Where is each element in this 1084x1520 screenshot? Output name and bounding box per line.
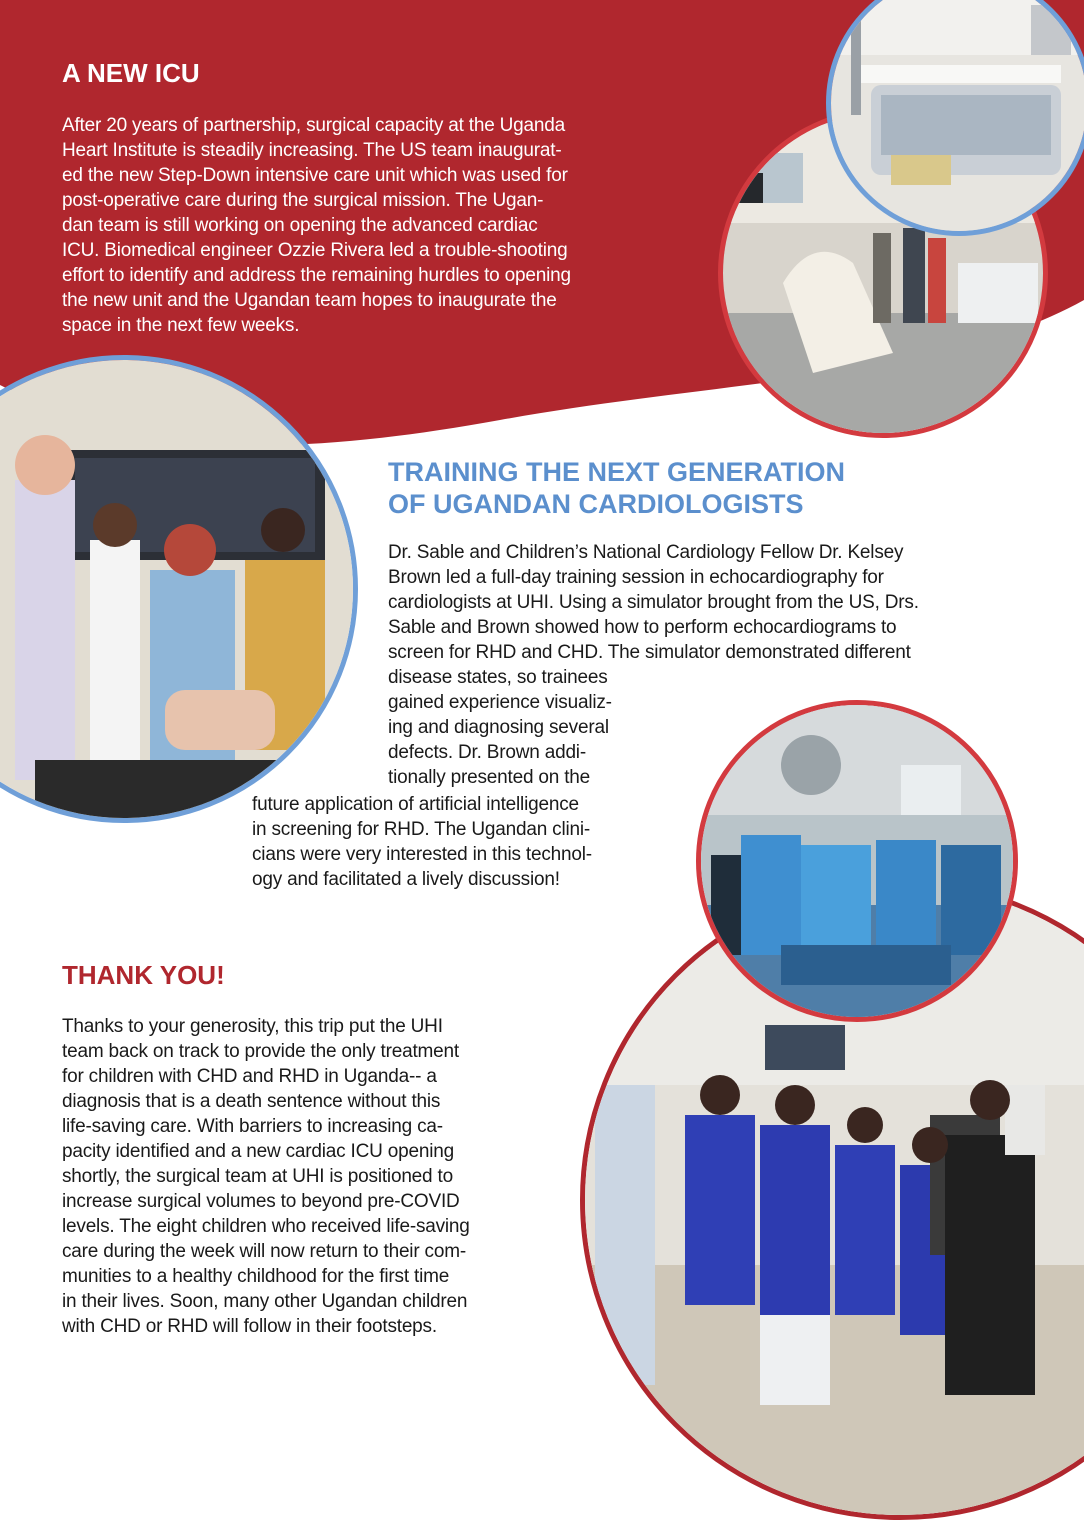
text-line: future application of artificial intelligence [252, 794, 579, 815]
text-line: gained experience visualiz- [388, 692, 612, 713]
text-line: in screening for RHD. The Ugandan clini- [252, 819, 591, 840]
text-line: Dr. Sable and Children’s National Cardiology Fellow Dr. Kelsey [388, 542, 904, 563]
heading-training [388, 456, 845, 520]
text-line: ing and diagnosing several [388, 717, 609, 738]
text-line: Thanks to your generosity, this trip put the UHI [62, 1016, 443, 1037]
heading-line: TRAINING THE NEXT GENERATION [388, 457, 846, 487]
text-line: ICU. Biomedical engineer Ozzie Rivera led a trouble-shooting [62, 240, 568, 261]
text-line: Sable and Brown showed how to perform echocardiograms to [388, 617, 897, 638]
text-line: screen for RHD and CHD. The simulator demonstrated different [388, 642, 911, 663]
paragraph-training-wide [252, 792, 682, 892]
photo-surgery [696, 700, 1018, 1022]
text-line: increase surgical volumes to beyond pre-COVID [62, 1191, 460, 1212]
paragraph-training-full [388, 540, 1048, 665]
text-line: cardiologists at UHI. Using a simulator brought from the US, Drs. [388, 592, 919, 613]
text-line: team back on track to provide the only treatment [62, 1041, 459, 1062]
heading-thank-you: THANK YOU! [62, 960, 225, 990]
text-line: ed the new Step-Down intensive care unit which was used for [62, 165, 568, 186]
text-line: the new unit and the Ugandan team hopes to inaugurate the [62, 290, 557, 311]
text-line: diagnosis that is a death sentence without this [62, 1091, 441, 1112]
heading-line: OF UGANDAN CARDIOLOGISTS [388, 489, 804, 519]
text-line: shortly, the surgical team at UHI is positioned to [62, 1166, 453, 1187]
text-line: Brown led a full-day training session in echocardiography for [388, 567, 884, 588]
text-line: tionally presented on the [388, 767, 591, 788]
heading-new-icu: A NEW ICU [62, 58, 200, 88]
text-line: cians were very interested in this technol- [252, 844, 592, 865]
text-line: ogy and facilitated a lively discussion! [252, 869, 560, 890]
text-line: munities to a healthy childhood for the first time [62, 1266, 450, 1287]
text-line: post-operative care during the surgical mission. The Ugan- [62, 190, 544, 211]
text-line: defects. Dr. Brown addi- [388, 742, 586, 763]
paragraph-new-icu [62, 113, 702, 338]
paragraph-training-narrow [388, 665, 678, 790]
text-line: care during the week will now return to their com- [62, 1241, 466, 1262]
text-line: life-saving care. With barriers to increasing ca- [62, 1116, 443, 1137]
text-line: Heart Institute is steadily increasing. The US team inaugurat- [62, 140, 562, 161]
text-line: effort to identify and address the remaining hurdles to opening [62, 265, 571, 286]
text-line: with CHD or RHD will follow in their footsteps. [62, 1316, 437, 1337]
text-line: After 20 years of partnership, surgical capacity at the Uganda [62, 115, 565, 136]
text-line: space in the next few weeks. [62, 315, 300, 336]
text-line: levels. The eight children who received life-saving [62, 1216, 470, 1237]
text-line: disease states, so trainees [388, 667, 608, 688]
text-line: for children with CHD and RHD in Uganda-- a [62, 1066, 437, 1087]
text-line: dan team is still working on opening the advanced cardiac [62, 215, 538, 236]
text-line: in their lives. Soon, many other Ugandan children [62, 1291, 468, 1312]
text-line: pacity identified and a new cardiac ICU opening [62, 1141, 454, 1162]
paragraph-thank-you [62, 1014, 572, 1339]
